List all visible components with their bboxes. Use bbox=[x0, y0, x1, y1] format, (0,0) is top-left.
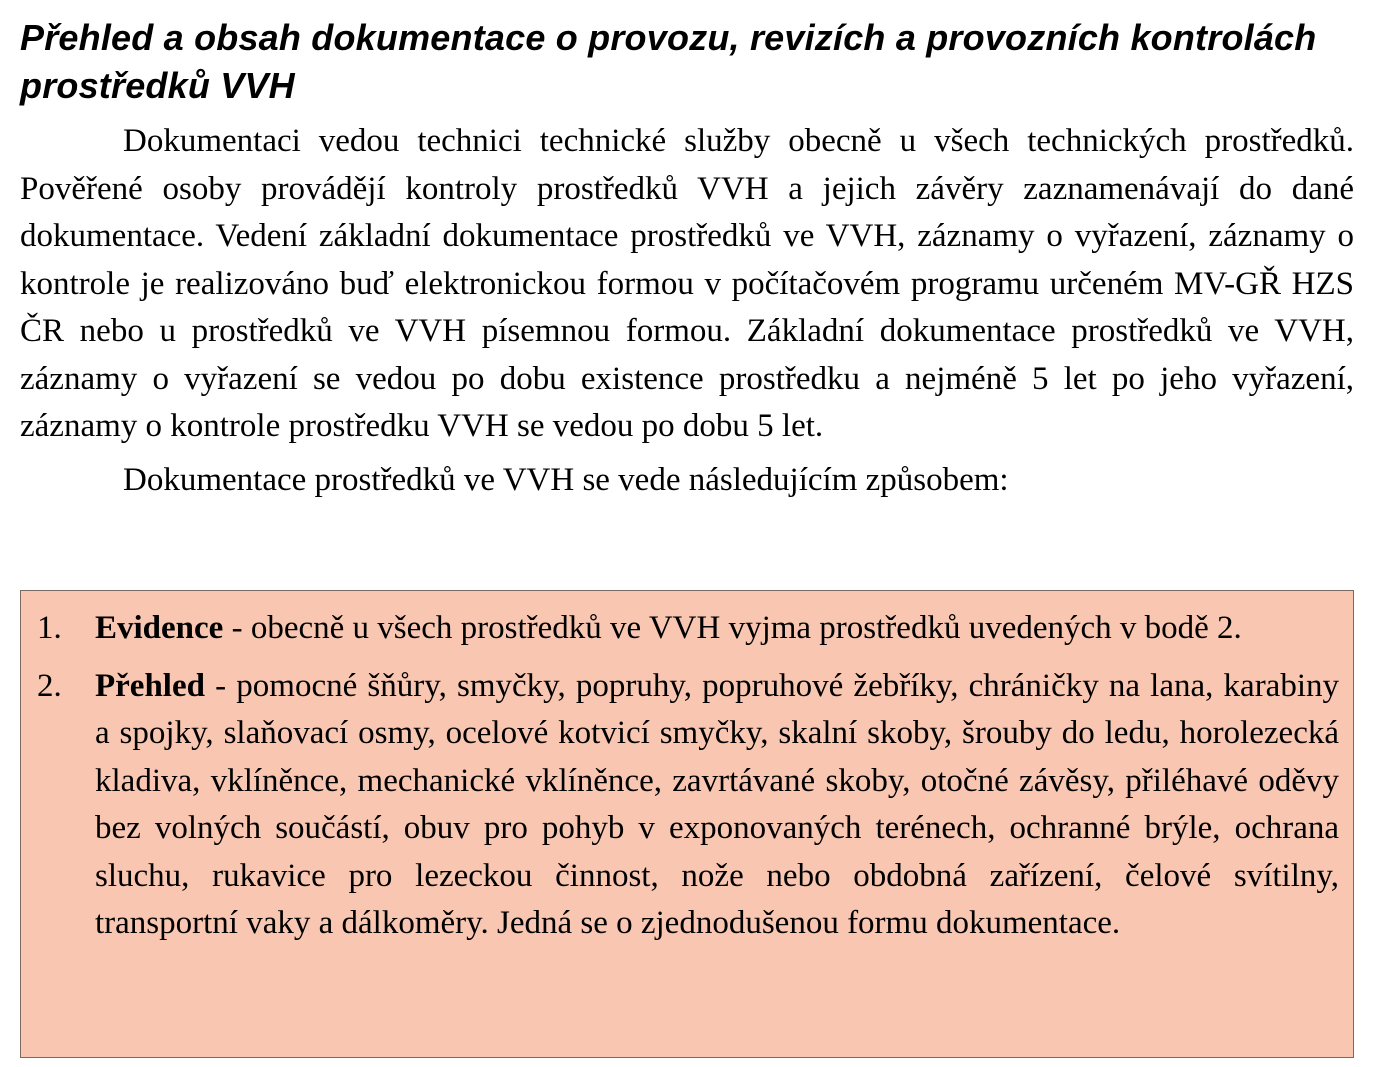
list-item-term: Přehled bbox=[95, 667, 205, 704]
document-page bbox=[20, 14, 1354, 504]
list-item-term: Evidence bbox=[95, 610, 224, 646]
list-item-body bbox=[95, 605, 1339, 653]
section-heading: Přehled a obsah dokumentace o provozu, revizích a provozních kontrolách prostředků VVH bbox=[20, 17, 1317, 106]
list-item-text: - pomocné šňůry, smyčky, popruhy, popruhové žebříky, chráničky na lana, karabiny a spojky, slaňovací osmy, ocelové kotvicí smyčky, skalní skoby, šrouby do ledu, horolezecká kladiva, vklíněnce, mechanické vklíněnce, zavrtávané skoby, otočné závěsy, přiléhavé oděvy bez volných součástí, obuv pro pohyb v exponovaných terénech, ochranné brýle, ochrana sluchu, rukavice pro lezeckou činnost, nože nebo obdobná zařízení, čelové svítilny, transportní vaky a dálkoměry. Jedná se o zjednodušenou formu dokumentace. bbox=[95, 667, 1339, 941]
body-paragraph-documentation: Dokumentaci vedou technici technické služby obecně u všech technických prostředků. Pověřené osoby provádějí kontroly prostředků VVH a jejich závěry zaznamenávají do dané dokumentace. Vedení základní dokumentace prostředků ve VVH, záznamy o vyřazení, záznamy o kontrole je realizováno buď elektronickou formou v počítačovém programu určeném MV-GŘ HZS ČR nebo u prostředků ve VVH písemnou formou. Základní dokumentace prostředků ve VVH, záznamy o vyřazení se vedou po dobu existence prostředku a nejméně 5 let po jeho vyřazení, záznamy o kontrole prostředku VVH se vedou po dobu 5 let. bbox=[20, 123, 1354, 444]
list-item-body bbox=[95, 663, 1339, 948]
documentation-types-box bbox=[20, 590, 1354, 1058]
list-item-evidence bbox=[37, 605, 1339, 653]
list-item-number: 1. bbox=[37, 610, 62, 646]
list-item-number: 2. bbox=[37, 667, 62, 704]
body-paragraph-method-intro: Dokumentace prostředků ve VVH se vede následujícím způsobem: bbox=[123, 461, 1009, 498]
list-item-text: - obecně u všech prostředků ve VVH vyjma prostředků uvedených v bodě 2. bbox=[223, 610, 1242, 646]
list-item-prehled bbox=[37, 663, 1339, 948]
